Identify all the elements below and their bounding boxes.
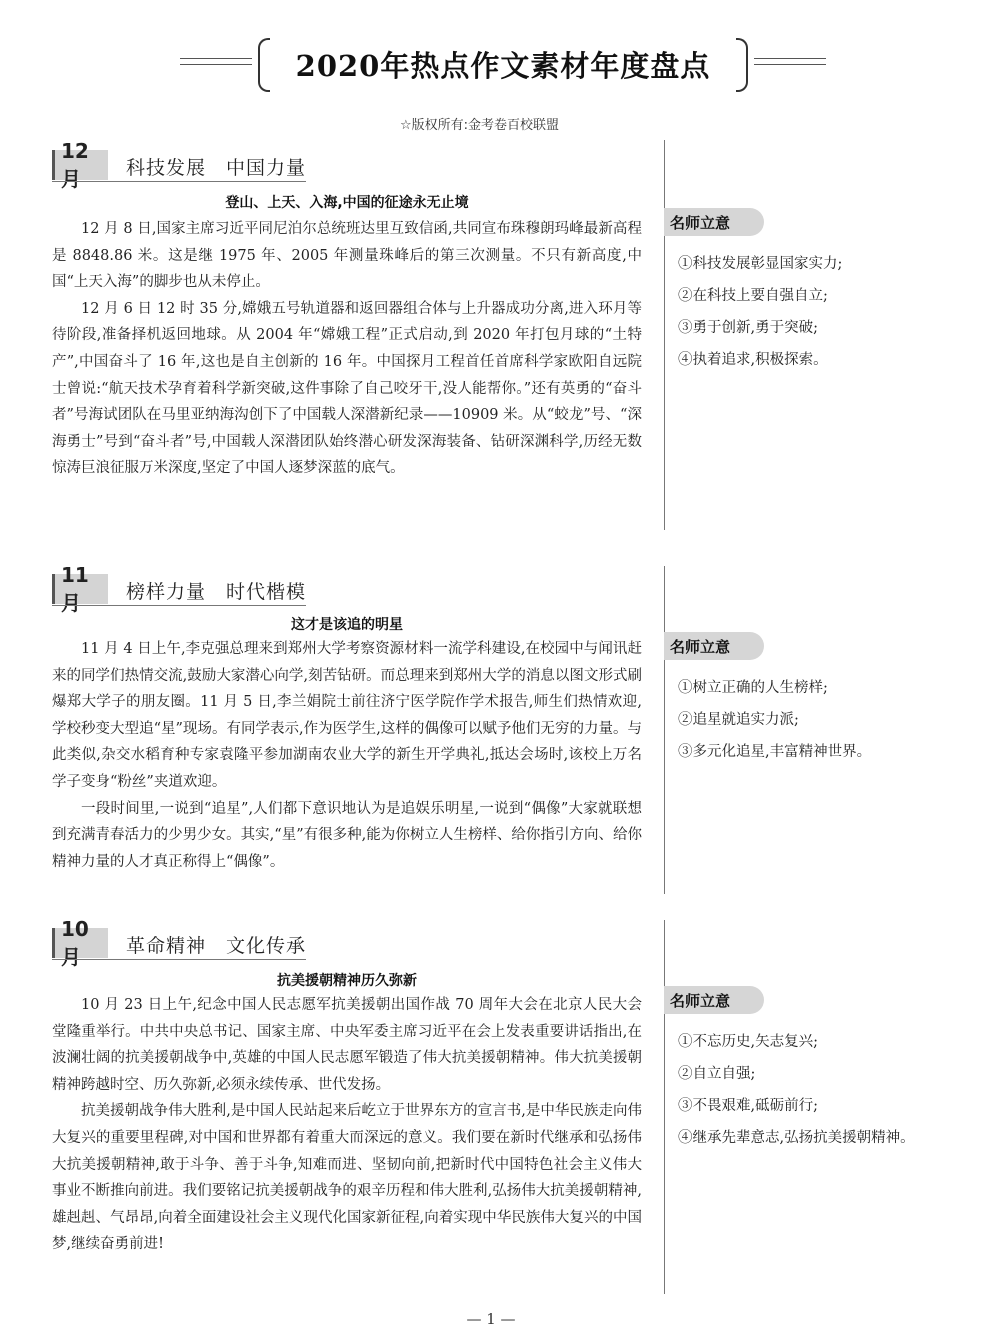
title-bracket-right: [736, 38, 748, 92]
paragraph: 一段时间里,一说到“追星”,人们都下意识地认为是追娱乐明星,一说到“偶像”大家就联想到充满青春活力的少男少女。其实,“星”有很多种,能为你树立人生榜样、给你指引方向、给你精神力量的人才真正称得上“偶像”。: [52, 800, 642, 870]
note-item: ③勇于创新,勇于突破;: [678, 320, 818, 336]
paragraph: 10 月 23 日上午,纪念中国人民志愿军抗美援朝出国作战 70 周年大会在北京人民大会堂隆重举行。中共中央总书记、国家主席、中央军委主席习近平在会上发表重要讲话指出,在波澜壮阔的抗美援朝战争中,英雄的中国人民志愿军锻造了伟大抗美援朝精神。伟大抗美援朝精神跨越时空、历久弥新,必须永续传承、世代发扬。: [52, 997, 642, 1093]
paragraph: 抗美援朝战争伟大胜利,是中国人民站起来后屹立于世界东方的宣言书,是中华民族走向伟大复兴的重要里程碑,对中国和世界都有着重大而深远的意义。我们要在新时代继承和弘扬伟大抗美援朝精神,敢于斗争、善于斗争,知难而进、坚韧向前,把新时代中国特色社会主义伟大事业不断推向前进。我们要铭记抗美援朝战争的艰辛历程和伟大胜利,弘扬伟大抗美援朝精神,雄赳赳、气昂昂,向着全面建设社会主义现代化国家新征程,向着实现中华民族伟大复兴的中国梦,继续奋勇前进!: [52, 1103, 642, 1253]
section-body: [52, 636, 642, 875]
month-tag: 10月: [52, 928, 108, 958]
note-item: ②在科技上要自强自立;: [678, 288, 828, 304]
note-item: ①科技发展彰显国家实力;: [678, 256, 843, 272]
page-number: — 1 —: [466, 1310, 516, 1328]
section-subtitle: 抗美援朝精神历久弥新: [277, 973, 417, 989]
topic-underline: [52, 605, 306, 606]
section-body: [52, 992, 642, 1258]
column-divider: [664, 140, 665, 530]
note-item: ②自立自强;: [678, 1066, 756, 1082]
column-divider: [664, 920, 665, 1294]
note-item: ④继承先辈意志,弘扬抗美援朝精神。: [678, 1130, 915, 1146]
section-topic: 榜样力量 时代楷模: [126, 581, 307, 603]
header-rule-right-top: [754, 58, 826, 59]
section-topic: 革命精神 文化传承: [126, 935, 307, 957]
note-item: ③不畏艰难,砥砺前行;: [678, 1098, 818, 1114]
note-item: ①不忘历史,矢志复兴;: [678, 1034, 818, 1050]
section-subtitle: 这才是该追的明星: [291, 617, 403, 633]
teacher-note-label: 名师立意: [664, 632, 764, 660]
teacher-note-list: [678, 248, 968, 376]
note-item: ④执着追求,积极探索。: [678, 352, 828, 368]
month-tag: 12月: [52, 150, 108, 180]
teacher-note-list: [678, 672, 968, 768]
section-december: [0, 138, 982, 540]
page-header: [0, 38, 982, 90]
teacher-note-list: [678, 1026, 968, 1154]
topic-underline: [52, 181, 306, 182]
paragraph: 12 月 8 日,国家主席习近平同尼泊尔总统班达里互致信函,共同宣布珠穆朗玛峰最新高程是 8848.86 米。这是继 1975 年、2005 年测量珠峰后的第三次测量。不只有新高度,中国“上天入海”的脚步也从未停止。: [52, 221, 642, 291]
note-item: ②追星就追实力派;: [678, 712, 799, 728]
header-rule-right-bottom: [754, 64, 826, 65]
teacher-note-label: 名师立意: [664, 986, 764, 1014]
title-frame: [258, 38, 748, 90]
paragraph: 11 月 4 日上午,李克强总理来到郑州大学考察资源材料一流学科建设,在校园中与闻讯赶来的同学们热情交流,鼓励大家潜心向学,刻苦钻研。而总理来到郑州大学的消息以图文形式刷爆郑大学子的朋友圈。11 月 5 日,李兰娟院士前往济宁医学院作学术报告,师生们热情欢迎,学校秒变大型追“星”现场。有同学表示,作为医学生,这样的偶像可以赋予他们无穷的力量。与此类似,杂交水稻育种专家袁隆平参加湖南农业大学的新生开学典礼,抵达会场时,该校上万名学子变身“粉丝”夹道欢迎。: [52, 641, 642, 790]
header-rule-left-top: [180, 58, 252, 59]
paragraph: 12 月 6 日 12 时 35 分,嫦娥五号轨道器和返回器组合体与上升器成功分离,进入环月等待阶段,准备择机返回地球。从 2004 年“嫦娥工程”正式启动,到 2020 年打包月球的“土特产”,中国奋斗了 16 年,这也是自主创新的 16 年。中国探月工程首任首席科学家欧阳自远院士曾说:“航天技术孕育着科学新突破,这件事除了自己咬牙干,没人能帮你。”还有英勇的“奋斗者”号海试团队在马里亚纳海沟创下了中国载人深潜新纪录——10909 米。从“蛟龙”号、“深海勇士”号到“奋斗者”号,中国载人深潜团队始终潜心研发深海装备、钻研深渊科学,历经无数惊涛巨浪征服万米深度,坚定了中国人逐梦深蓝的底气。: [52, 300, 642, 477]
month-tag: 11月: [52, 574, 108, 604]
note-item: ①树立正确的人生榜样;: [678, 680, 828, 696]
section-topic: 科技发展 中国力量: [126, 157, 307, 179]
title-bracket-left: [258, 38, 270, 92]
note-item: ③多元化追星,丰富精神世界。: [678, 744, 872, 760]
section-subtitle: 登山、上天、入海,中国的征途永无止境: [225, 195, 469, 211]
section-october: [0, 916, 982, 1298]
page-title: 2020年热点作文素材年度盘点: [295, 48, 711, 83]
header-rule-left-bottom: [180, 64, 252, 65]
column-divider: [664, 566, 665, 894]
teacher-note-label: 名师立意: [664, 208, 764, 236]
section-november: [0, 562, 982, 894]
copyright-note: ☆版权所有:金考卷百校联盟: [400, 118, 560, 133]
section-body: [52, 216, 642, 482]
topic-underline: [52, 959, 306, 960]
